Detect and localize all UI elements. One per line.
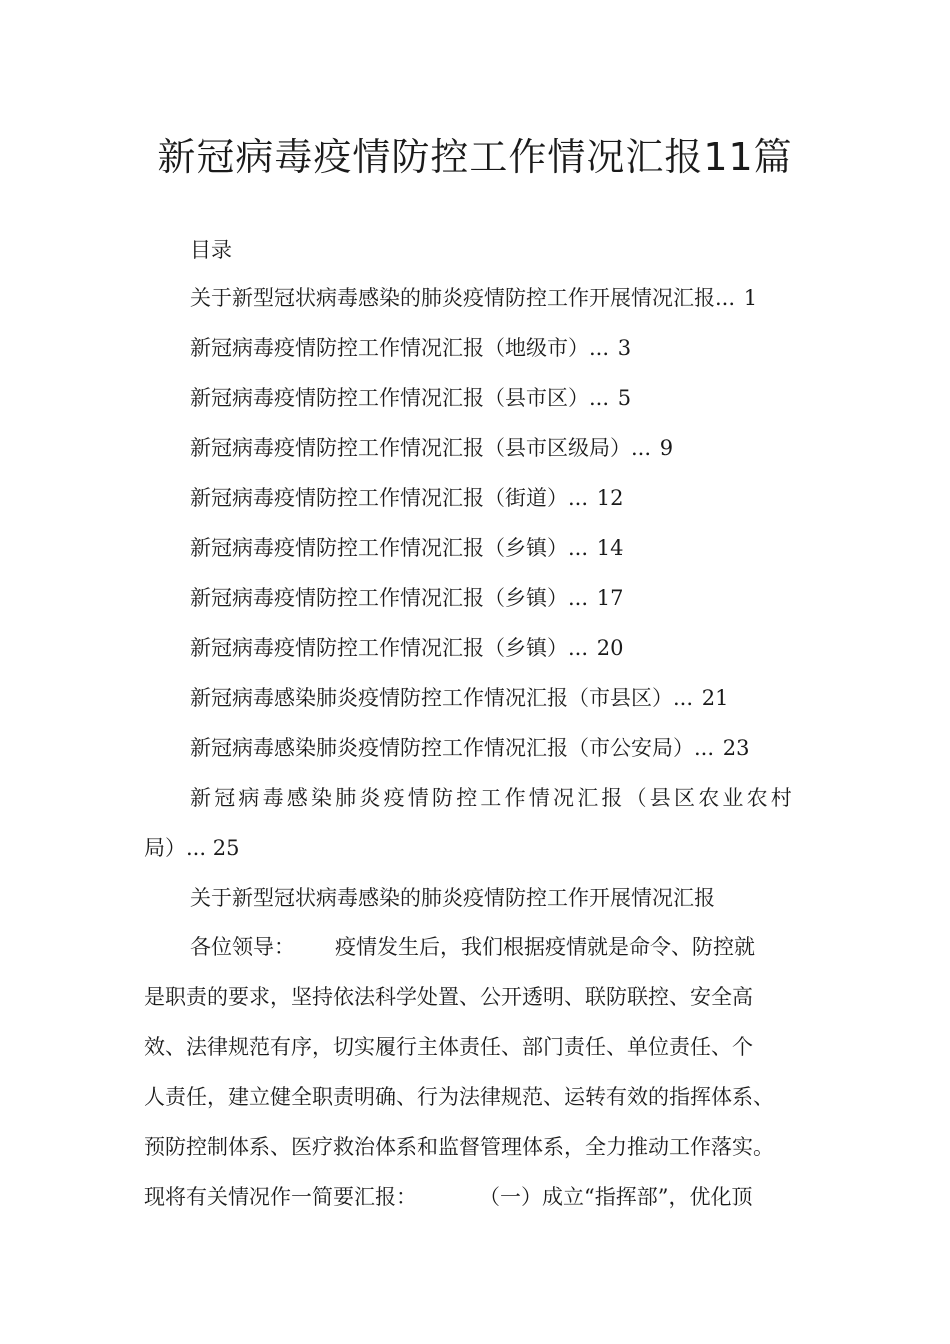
toc-item[interactable] (0, 483, 950, 533)
toc-item-text: 关于新型冠状病毒感染的肺炎疫情防控工作开展情况汇报... (190, 286, 736, 310)
toc-item-page: 25 (212, 836, 240, 860)
toc-item-text: 新冠病毒疫情防控工作情况汇报（地级市）... (190, 336, 610, 360)
body-line (144, 1182, 824, 1232)
toc-item-text-continued (144, 833, 820, 863)
toc-heading: 目录 (190, 238, 232, 262)
toc-item-page: 17 (596, 586, 624, 610)
toc-item-text: 新冠病毒疫情防控工作情况汇报（乡镇）... (190, 636, 589, 660)
body-line (144, 932, 824, 982)
greeting: 各位领导： (190, 935, 295, 959)
body-line: 效、法律规范有序，切实履行主体责任、部门责任、单位责任、个 (144, 1035, 753, 1059)
toc-item-page: 20 (596, 636, 624, 660)
toc-item-text: 新冠病毒疫情防控工作情况汇报（街道）... (190, 486, 589, 510)
body-text: 疫情发生后，我们根据疫情就是命令、防控就 (335, 935, 755, 959)
body-line: 预防控制体系、医疗救治体系和监督管理体系，全力推动工作落实。 (144, 1135, 774, 1159)
body-line: 人责任，建立健全职责明确、行为法律规范、运转有效的指挥体系、 (144, 1085, 774, 1109)
toc-item-text: 新冠病毒疫情防控工作情况汇报（县市区）... (190, 386, 610, 410)
toc-item[interactable] (0, 383, 950, 433)
toc-item[interactable] (0, 433, 950, 483)
toc-item[interactable] (0, 533, 950, 583)
toc-item[interactable] (0, 683, 950, 733)
toc-item[interactable] (0, 633, 950, 683)
toc-item-page: 1 (743, 286, 758, 310)
body-text: （一）成立“指挥部”，优化顶 (479, 1185, 753, 1209)
toc-item-page: 9 (659, 436, 674, 460)
toc-item-text: 新冠病毒感染肺炎疫情防控工作情况汇报（市公安局）... (190, 736, 715, 760)
toc-item-text: 局）... (144, 836, 207, 860)
toc-item-page: 23 (722, 736, 750, 760)
body-line: 是职责的要求，坚持依法科学处置、公开透明、联防联控、安全高 (144, 985, 753, 1009)
toc-item-text: 新冠病毒疫情防控工作情况汇报（县市区级局）... (190, 436, 652, 460)
toc-item-text: 新冠病毒感染肺炎疫情防控工作情况汇报（县区农业农村 (190, 786, 795, 810)
toc-item[interactable] (0, 583, 950, 633)
toc-item-text: 新冠病毒疫情防控工作情况汇报（乡镇）... (190, 536, 589, 560)
toc-item[interactable] (0, 283, 950, 333)
body-text: 现将有关情况作一简要汇报： (144, 1185, 417, 1209)
table-of-contents (0, 283, 950, 863)
toc-item-page: 5 (617, 386, 632, 410)
toc-item-page: 21 (701, 686, 729, 710)
toc-item[interactable] (0, 733, 950, 783)
toc-item-page: 14 (596, 536, 624, 560)
toc-item[interactable] (0, 783, 950, 863)
body-paragraph (144, 932, 824, 1232)
toc-item-text: 新冠病毒感染肺炎疫情防控工作情况汇报（市县区）... (190, 686, 694, 710)
document-title: 新冠病毒疫情防控工作情况汇报11篇 (157, 135, 793, 179)
section-title: 关于新型冠状病毒感染的肺炎疫情防控工作开展情况汇报 (190, 886, 715, 910)
toc-item[interactable] (0, 333, 950, 383)
toc-item-page: 3 (617, 336, 632, 360)
toc-item-text: 新冠病毒疫情防控工作情况汇报（乡镇）... (190, 586, 589, 610)
toc-item-page: 12 (596, 486, 624, 510)
